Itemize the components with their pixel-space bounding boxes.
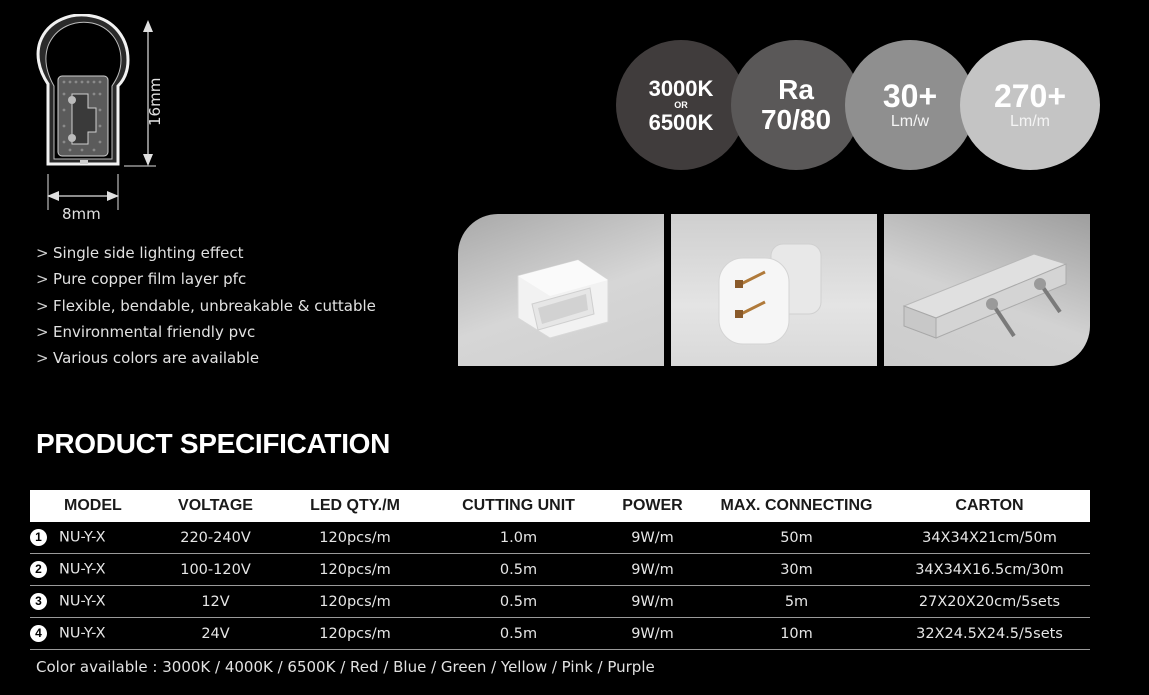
efficacy-badge: 30+ Lm/w: [845, 40, 975, 170]
width-dimension-label: 8mm: [62, 205, 101, 223]
power-value: 9W/m: [601, 554, 704, 586]
mounting-clip-icon: [884, 214, 1090, 366]
table-row: [30, 586, 1090, 618]
led-qty-value: 120pcs/m: [274, 554, 436, 586]
feature-item: > Flexible, bendable, unbreakable & cuttable: [36, 296, 376, 315]
end-cap-icon: [458, 214, 664, 366]
bullet-chevron: >: [36, 296, 49, 315]
height-dimension-label: 16mm: [146, 77, 164, 126]
model-value: NU-Y-X: [59, 593, 106, 610]
max-connecting-value: 50m: [704, 522, 889, 554]
power-value: 9W/m: [601, 618, 704, 650]
row-number-badge: 1: [30, 529, 47, 546]
cct-badge: 3000K OR 6500K: [616, 40, 746, 170]
flux-badge: 270+ Lm/m: [960, 40, 1100, 170]
mounting-clip-photo: [884, 214, 1090, 366]
cutting-unit-value: 1.0m: [436, 522, 601, 554]
table-row: [30, 618, 1090, 650]
power-value: 9W/m: [601, 586, 704, 618]
feature-item: > Pure copper film layer pfc: [36, 270, 247, 289]
voltage-value: 24V: [157, 618, 274, 650]
table-header-row: [30, 490, 1090, 522]
led-qty-value: 120pcs/m: [274, 522, 436, 554]
max-connecting-value: 5m: [704, 586, 889, 618]
ra-badge: Ra 70/80: [731, 40, 861, 170]
carton-value: 34X34X16.5cm/30m: [889, 554, 1090, 586]
color-available-note: Color available : 3000K / 4000K / 6500K / Red / Blue / Green / Yellow / Pink / Purple: [36, 658, 655, 676]
feature-list: [36, 243, 376, 374]
power-plug-photo: [671, 214, 877, 366]
spec-section-title: PRODUCT SPECIFICATION: [36, 428, 391, 459]
voltage-value: 100-120V: [157, 554, 274, 586]
col-header-carton: CARTON: [955, 497, 1024, 514]
row-number-badge: 3: [30, 593, 47, 610]
model-value: NU-Y-X: [59, 561, 106, 578]
led-qty-value: 120pcs/m: [274, 618, 436, 650]
voltage-value: 12V: [157, 586, 274, 618]
bullet-chevron: >: [36, 244, 49, 262]
spec-table: [30, 490, 1090, 650]
col-header-cutting-unit: CUTTING UNIT: [462, 497, 575, 514]
end-cap-photo: [458, 214, 664, 366]
row-number-badge: 2: [30, 561, 47, 578]
voltage-value: 220-240V: [157, 522, 274, 554]
profile-cross-section-diagram: [28, 14, 163, 214]
row-number-badge: 4: [30, 625, 47, 642]
cutting-unit-value: 0.5m: [436, 586, 601, 618]
spec-table-container: [30, 490, 1090, 650]
col-header-voltage: VOLTAGE: [178, 497, 253, 514]
bullet-chevron: >: [36, 322, 49, 341]
feature-item: > Single side lighting effect: [36, 244, 244, 262]
table-row: [30, 522, 1090, 554]
power-plug-icon: [671, 214, 877, 366]
max-connecting-value: 30m: [704, 554, 889, 586]
carton-value: 34X34X21cm/50m: [889, 522, 1090, 554]
cutting-unit-value: 0.5m: [436, 618, 601, 650]
col-header-power: POWER: [622, 497, 683, 514]
led-qty-value: 120pcs/m: [274, 586, 436, 618]
col-header-max-connecting: MAX. CONNECTING: [720, 497, 873, 514]
power-value: 9W/m: [601, 522, 704, 554]
col-header-led-qty: LED QTY./M: [310, 497, 400, 514]
carton-value: 32X24.5X24.5/5sets: [889, 618, 1090, 650]
bullet-chevron: >: [36, 270, 49, 289]
feature-item: > Various colors are available: [36, 349, 260, 368]
carton-value: 27X20X20cm/5sets: [889, 586, 1090, 618]
cutting-unit-value: 0.5m: [436, 554, 601, 586]
bullet-chevron: >: [36, 349, 49, 368]
table-row: [30, 554, 1090, 586]
model-value: NU-Y-X: [59, 529, 106, 546]
max-connecting-value: 10m: [704, 618, 889, 650]
col-header-model: MODEL: [64, 497, 122, 514]
model-value: NU-Y-X: [59, 625, 106, 642]
feature-item: > Environmental friendly pvc: [36, 322, 256, 341]
